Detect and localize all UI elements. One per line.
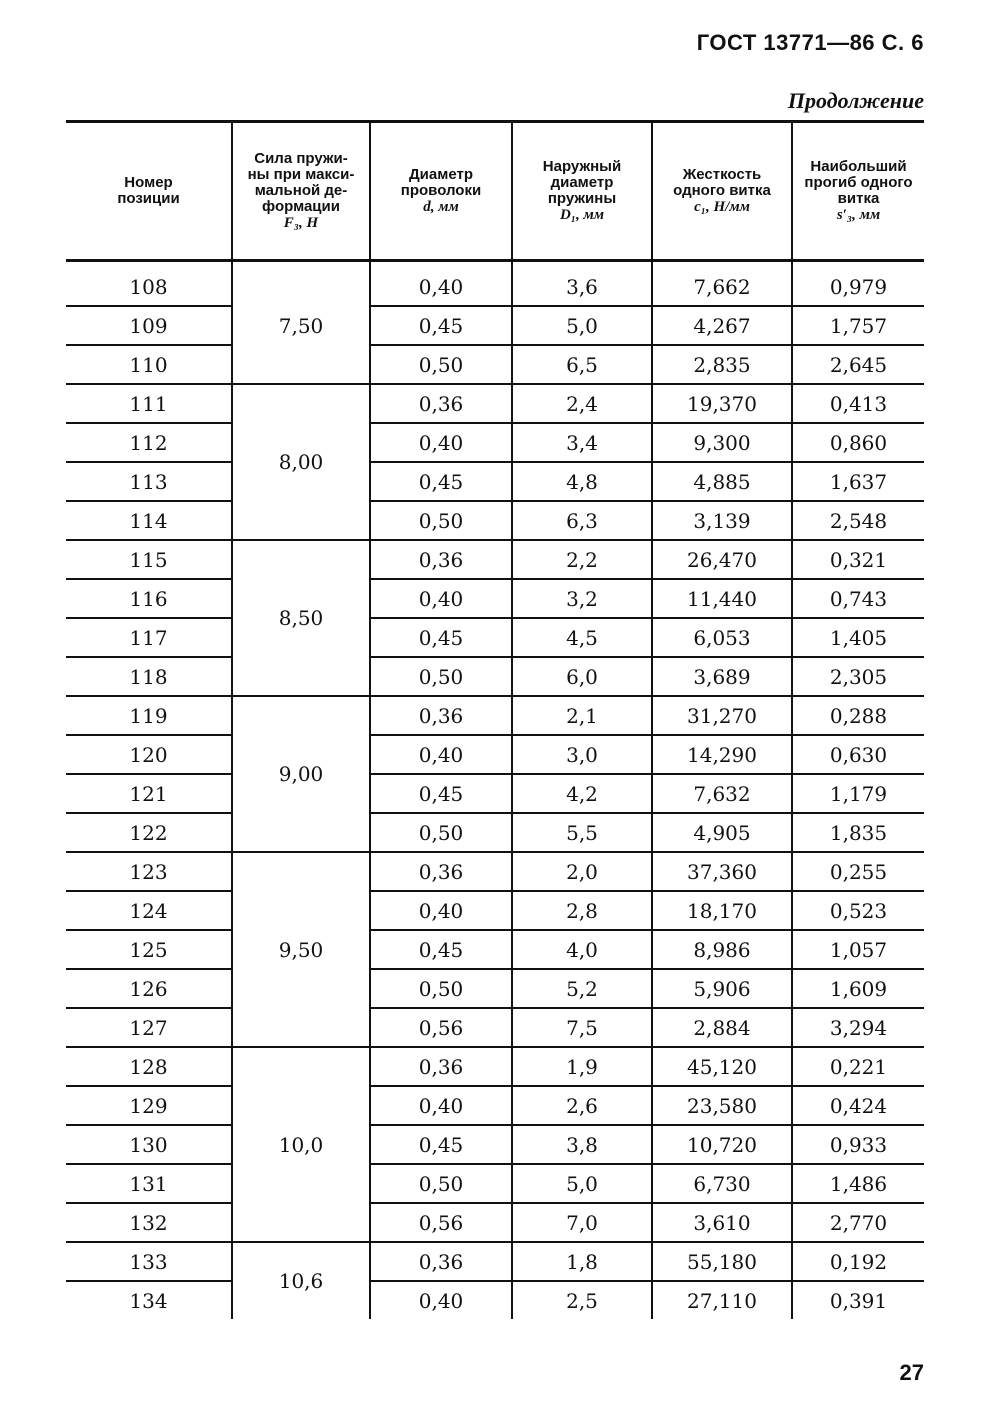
stiffness-cell: 5,906 (652, 969, 792, 1008)
table-row (66, 579, 924, 618)
table-row (66, 345, 924, 384)
outer-diameter-cell: 2,0 (512, 852, 652, 891)
table-row (66, 813, 924, 852)
wire-diameter-cell: 0,40 (370, 1281, 512, 1319)
table-row (66, 501, 924, 540)
wire-diameter-cell: 0,50 (370, 501, 512, 540)
col-deflection-header (792, 122, 924, 261)
table-row (66, 930, 924, 969)
table-row (66, 268, 924, 306)
position-cell: 132 (66, 1203, 232, 1242)
deflection-cell: 0,221 (792, 1047, 924, 1086)
outer-diameter-cell: 3,2 (512, 579, 652, 618)
continuation-label: Продолжение (787, 88, 924, 113)
stiffness-cell: 18,170 (652, 891, 792, 930)
table-row (66, 618, 924, 657)
force-cell: 10,6 (232, 1242, 370, 1319)
outer-diameter-cell: 6,3 (512, 501, 652, 540)
col-stiffness-header (652, 122, 792, 261)
stiffness-cell: 8,986 (652, 930, 792, 969)
header-line: диаметр (550, 174, 614, 191)
deflection-cell: 1,405 (792, 618, 924, 657)
position-cell: 111 (66, 384, 232, 423)
stiffness-cell: 45,120 (652, 1047, 792, 1086)
deflection-cell: 0,933 (792, 1125, 924, 1164)
header-line: позиции (117, 190, 180, 207)
stiffness-cell: 23,580 (652, 1086, 792, 1125)
stiffness-cell: 7,662 (652, 268, 792, 306)
table-row (66, 1008, 924, 1047)
outer-diameter-cell: 2,4 (512, 384, 652, 423)
table-row (66, 1086, 924, 1125)
wire-diameter-cell: 0,40 (370, 1086, 512, 1125)
table-row (66, 384, 924, 423)
table-row (66, 657, 924, 696)
wire-diameter-cell: 0,36 (370, 696, 512, 735)
header-line: Сила пружи- (254, 150, 348, 167)
stiffness-cell: 3,689 (652, 657, 792, 696)
wire-diameter-cell: 0,56 (370, 1008, 512, 1047)
wire-diameter-cell: 0,45 (370, 774, 512, 813)
position-cell: 110 (66, 345, 232, 384)
position-cell: 108 (66, 268, 232, 306)
header-line: прогиб одного (804, 174, 913, 191)
outer-diameter-cell: 7,0 (512, 1203, 652, 1242)
position-cell: 131 (66, 1164, 232, 1203)
outer-diameter-cell: 2,6 (512, 1086, 652, 1125)
table-row (66, 462, 924, 501)
table-row (66, 852, 924, 891)
force-cell: 10,0 (232, 1047, 370, 1242)
deflection-cell: 1,486 (792, 1164, 924, 1203)
position-cell: 129 (66, 1086, 232, 1125)
table-row (66, 540, 924, 579)
outer-diameter-cell: 7,5 (512, 1008, 652, 1047)
header-line: одного витка (673, 182, 771, 199)
position-cell: 134 (129, 1288, 168, 1313)
position-cell: 124 (66, 891, 232, 930)
table-row (66, 696, 924, 735)
deflection-cell: 2,305 (792, 657, 924, 696)
header-symbol: F₃, Н (283, 215, 319, 231)
outer-diameter-cell: 3,8 (512, 1125, 652, 1164)
deflection-cell: 2,645 (792, 345, 924, 384)
header-line: пружины (547, 190, 617, 207)
deflection-cell: 0,743 (792, 579, 924, 618)
force-cell: 9,00 (232, 696, 370, 852)
outer-diameter-cell: 3,4 (512, 423, 652, 462)
outer-diameter-cell: 6,0 (512, 657, 652, 696)
table-row (66, 306, 924, 345)
force-cell: 9,50 (232, 852, 370, 1047)
header-line: формации (262, 198, 340, 215)
table-row (66, 1203, 924, 1242)
outer-diameter-cell: 2,5 (512, 1281, 652, 1319)
deflection-cell: 1,057 (792, 930, 924, 969)
stiffness-cell: 31,270 (652, 696, 792, 735)
deflection-cell: 2,548 (792, 501, 924, 540)
spacer-row (66, 261, 924, 269)
outer-diameter-cell: 5,5 (512, 813, 652, 852)
deflection-cell: 0,630 (792, 735, 924, 774)
stiffness-cell: 9,300 (652, 423, 792, 462)
table-row (66, 891, 924, 930)
deflection-cell: 2,770 (792, 1203, 924, 1242)
header-line: Жесткость (682, 166, 762, 183)
wire-diameter-cell: 0,40 (370, 735, 512, 774)
stiffness-cell: 14,290 (652, 735, 792, 774)
wire-diameter-cell: 0,36 (370, 384, 512, 423)
position-cell: 114 (66, 501, 232, 540)
position-cell: 116 (66, 579, 232, 618)
outer-diameter-cell: 1,8 (512, 1242, 652, 1281)
header-line: витка (837, 190, 880, 207)
table-row (66, 774, 924, 813)
wire-diameter-cell: 0,36 (370, 540, 512, 579)
deflection-cell: 3,294 (792, 1008, 924, 1047)
deflection-cell: 0,321 (792, 540, 924, 579)
wire-diameter-cell: 0,45 (370, 462, 512, 501)
stiffness-cell: 3,139 (652, 501, 792, 540)
deflection-cell: 0,391 (792, 1281, 924, 1319)
stiffness-cell: 2,884 (652, 1008, 792, 1047)
outer-diameter-cell: 5,0 (512, 306, 652, 345)
stiffness-cell: 4,905 (652, 813, 792, 852)
position-cell: 119 (66, 696, 232, 735)
outer-diameter-cell: 4,0 (512, 930, 652, 969)
position-cell: 118 (66, 657, 232, 696)
deflection-cell: 1,179 (792, 774, 924, 813)
col-position-header (66, 122, 232, 261)
table-body (66, 261, 924, 1320)
stiffness-cell: 37,360 (652, 852, 792, 891)
table-row (66, 1242, 924, 1281)
position-cell: 128 (66, 1047, 232, 1086)
wire-diameter-cell: 0,36 (370, 1047, 512, 1086)
header-symbol: d, мм (423, 199, 459, 215)
wire-diameter-cell: 0,50 (370, 813, 512, 852)
stiffness-cell: 6,053 (652, 618, 792, 657)
position-cell: 109 (66, 306, 232, 345)
force-cell: 8,50 (232, 540, 370, 696)
wire-diameter-cell: 0,50 (370, 1164, 512, 1203)
position-cell: 123 (66, 852, 232, 891)
stiffness-cell: 19,370 (652, 384, 792, 423)
stiffness-cell: 4,267 (652, 306, 792, 345)
outer-diameter-cell: 4,8 (512, 462, 652, 501)
position-cell: 115 (66, 540, 232, 579)
header-line: мальной де- (254, 182, 348, 199)
position-cell: 126 (66, 969, 232, 1008)
deflection-cell: 0,192 (792, 1242, 924, 1281)
wire-diameter-cell: 0,36 (370, 1242, 512, 1281)
wire-diameter-cell: 0,40 (370, 423, 512, 462)
header-line: Наибольший (810, 158, 907, 175)
deflection-cell: 0,288 (792, 696, 924, 735)
deflection-cell: 1,637 (792, 462, 924, 501)
header-line: Номер (124, 174, 173, 191)
position-cell: 117 (66, 618, 232, 657)
col-outer-diameter-header (512, 122, 652, 261)
position-cell: 120 (66, 735, 232, 774)
stiffness-cell: 3,610 (652, 1203, 792, 1242)
position-cell: 125 (66, 930, 232, 969)
deflection-cell: 0,860 (792, 423, 924, 462)
stiffness-cell: 11,440 (652, 579, 792, 618)
outer-diameter-cell: 2,2 (512, 540, 652, 579)
position-cell: 133 (66, 1242, 232, 1281)
deflection-cell: 0,424 (792, 1086, 924, 1125)
wire-diameter-cell: 0,45 (370, 306, 512, 345)
table-row (66, 1164, 924, 1203)
header-symbol: c₁, Н/мм (694, 199, 750, 215)
outer-diameter-cell: 1,9 (512, 1047, 652, 1086)
position-cell: 130 (66, 1125, 232, 1164)
outer-diameter-cell: 2,8 (512, 891, 652, 930)
stiffness-cell: 2,835 (652, 345, 792, 384)
wire-diameter-cell: 0,36 (370, 852, 512, 891)
stiffness-cell: 10,720 (652, 1125, 792, 1164)
wire-diameter-cell: 0,56 (370, 1203, 512, 1242)
stiffness-cell: 26,470 (652, 540, 792, 579)
force-cell: 7,50 (232, 268, 370, 384)
stiffness-cell: 27,110 (652, 1281, 792, 1319)
outer-diameter-cell: 3,6 (512, 268, 652, 306)
col-force-header (232, 122, 370, 261)
header-line: Диаметр (409, 166, 473, 183)
wire-diameter-cell: 0,50 (370, 657, 512, 696)
outer-diameter-cell: 2,1 (512, 696, 652, 735)
wire-diameter-cell: 0,45 (370, 1125, 512, 1164)
table-row (66, 1125, 924, 1164)
deflection-cell: 0,255 (792, 852, 924, 891)
spring-parameters-table (66, 120, 924, 1319)
deflection-cell: 1,835 (792, 813, 924, 852)
wire-diameter-cell: 0,50 (370, 969, 512, 1008)
position-cell: 121 (66, 774, 232, 813)
outer-diameter-cell: 5,2 (512, 969, 652, 1008)
outer-diameter-cell: 5,0 (512, 1164, 652, 1203)
header-line: Наружный (542, 158, 622, 175)
outer-diameter-cell: 4,2 (512, 774, 652, 813)
document-reference: ГОСТ 13771—86 С. 6 (696, 30, 924, 55)
outer-diameter-cell: 6,5 (512, 345, 652, 384)
deflection-cell: 1,609 (792, 969, 924, 1008)
header-line: проволоки (400, 182, 482, 199)
outer-diameter-cell: 4,5 (512, 618, 652, 657)
deflection-cell: 0,979 (792, 268, 924, 306)
stiffness-cell: 7,632 (652, 774, 792, 813)
deflection-cell: 1,757 (792, 306, 924, 345)
header-symbol: D₁, мм (559, 207, 605, 223)
table-row (66, 735, 924, 774)
table-row (66, 1047, 924, 1086)
stiffness-cell: 4,885 (652, 462, 792, 501)
stiffness-cell: 6,730 (652, 1164, 792, 1203)
position-cell: 113 (66, 462, 232, 501)
wire-diameter-cell: 0,45 (370, 618, 512, 657)
col-wire-diameter-header (370, 122, 512, 261)
position-cell: 127 (66, 1008, 232, 1047)
wire-diameter-cell: 0,40 (370, 891, 512, 930)
wire-diameter-cell: 0,45 (370, 930, 512, 969)
table-row (66, 1281, 924, 1319)
page-number: 27 (899, 1360, 924, 1385)
position-cell: 112 (66, 423, 232, 462)
table-header (66, 122, 924, 261)
stiffness-cell: 55,180 (652, 1242, 792, 1281)
wire-diameter-cell: 0,50 (370, 345, 512, 384)
header-symbol: s′₃, мм (836, 207, 881, 223)
deflection-cell: 0,413 (792, 384, 924, 423)
outer-diameter-cell: 3,0 (512, 735, 652, 774)
wire-diameter-cell: 0,40 (370, 579, 512, 618)
deflection-cell: 0,523 (792, 891, 924, 930)
header-line: ны при макси- (247, 166, 355, 183)
table-row (66, 969, 924, 1008)
position-cell: 122 (66, 813, 232, 852)
wire-diameter-cell: 0,40 (370, 268, 512, 306)
table-row (66, 423, 924, 462)
force-cell: 8,00 (232, 384, 370, 540)
